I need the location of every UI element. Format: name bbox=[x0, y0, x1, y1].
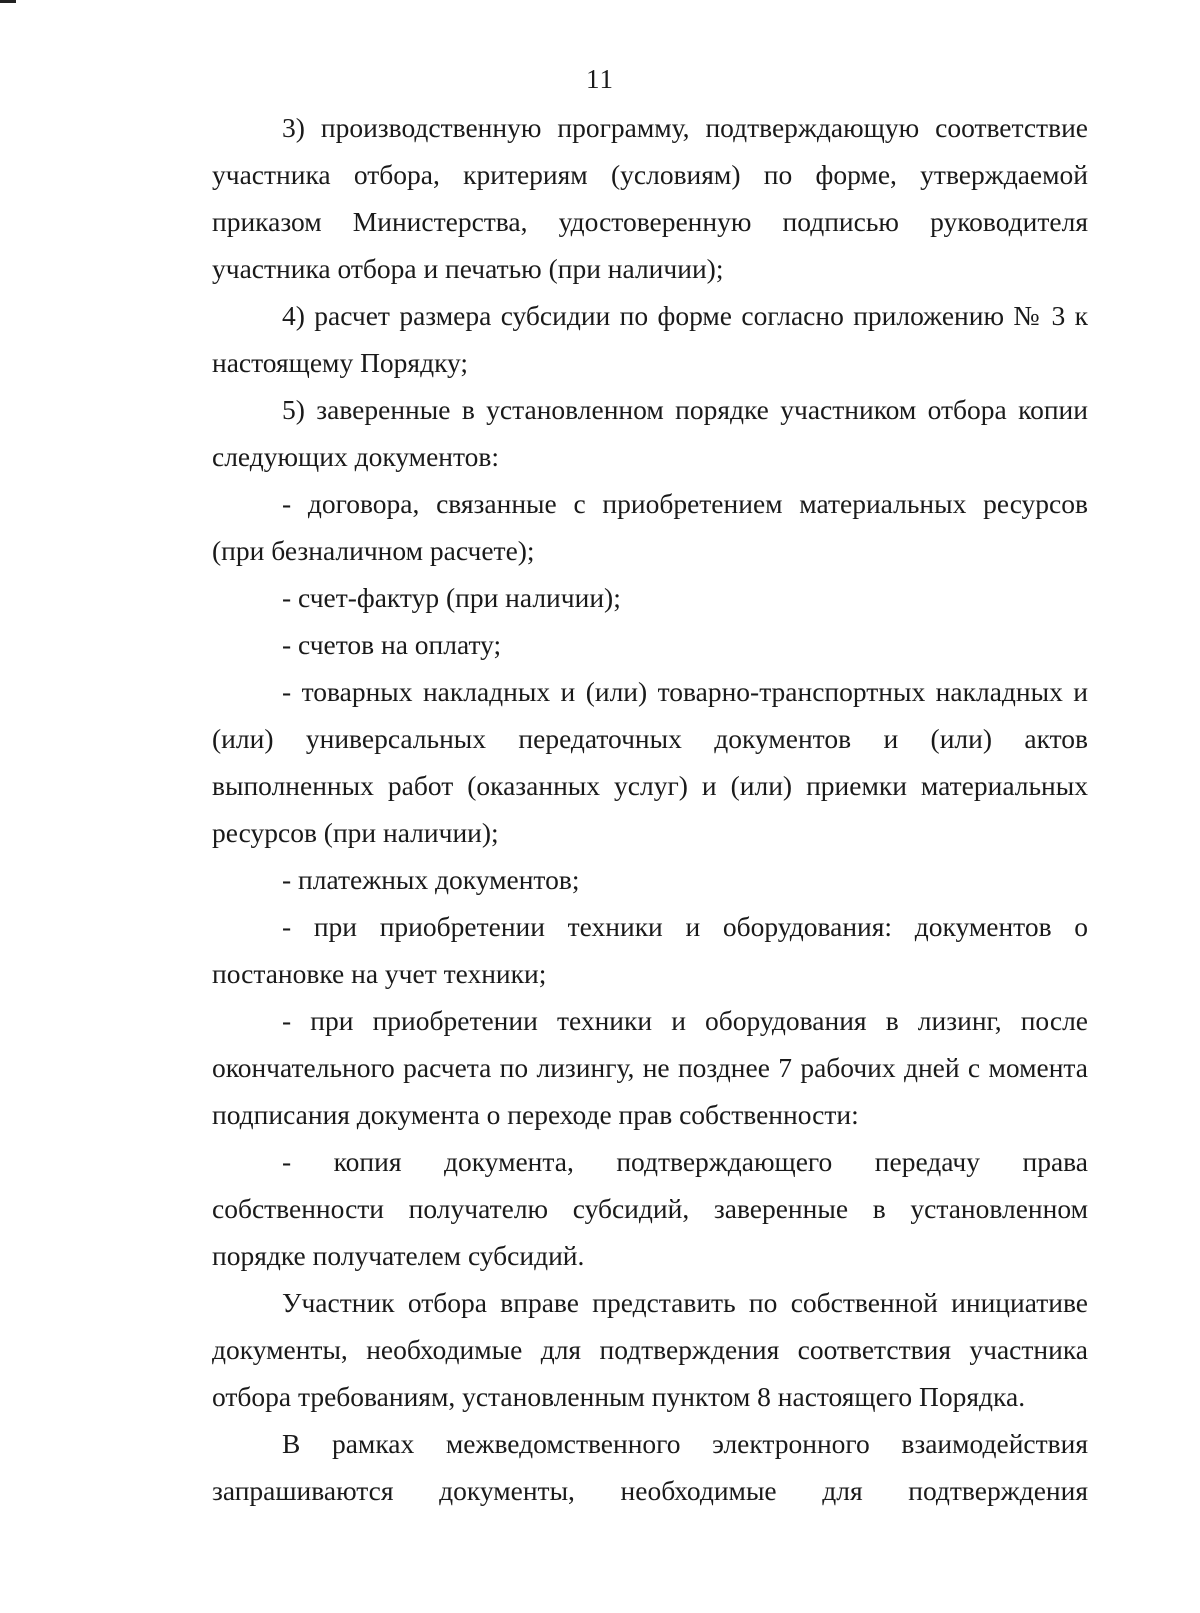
list-item-contracts: - договора, связанные с приобретением материальных ресурсов (при безналичном расчете); bbox=[212, 488, 1088, 566]
document-body bbox=[212, 104, 1088, 1514]
list-item-ownership-copy: - копия документа, подтверждающего передачу права собственности получателю субсидий, заверенные в установленном порядке получателем субсидий. bbox=[212, 1146, 1088, 1271]
list-item-waybills: - товарных накладных и (или) товарно-транспортных накладных и (или) универсальных передаточных документов и (или) актов выполненных работ (оказанных услуг) и (или) приемки материальных ресурсов (при наличии); bbox=[212, 676, 1088, 848]
paragraph-participant-right: Участник отбора вправе представить по собственной инициативе документы, необходимые для подтверждения соответствия участника отбора требованиям, установленным пунктом 8 настоящего Порядка. bbox=[212, 1287, 1088, 1412]
page-number: 11 bbox=[586, 64, 614, 94]
list-item-invoices: - счет-фактур (при наличии); bbox=[282, 582, 621, 613]
paragraph-item-5: 5) заверенные в установленном порядке участником отбора копии следующих документов: bbox=[212, 394, 1088, 472]
list-item-payment-bills: - счетов на оплату; bbox=[282, 629, 502, 660]
list-item-payment-documents: - платежных документов; bbox=[282, 864, 580, 895]
paragraph-interagency: В рамках межведомственного электронного взаимодействия запрашиваются документы, необходимые для подтверждения bbox=[212, 1428, 1088, 1506]
paragraph-item-3: 3) производственную программу, подтверждающую соответствие участника отбора, критериям (условиям) по форме, утверждаемой приказом Министерства, удостоверенную подписью руководителя участника отбора и печатью (при наличии); bbox=[212, 112, 1088, 284]
list-item-equipment-purchase: - при приобретении техники и оборудования: документов о постановке на учет техники; bbox=[212, 911, 1088, 989]
scan-corner-mark bbox=[0, 0, 16, 3]
list-item-equipment-leasing: - при приобретении техники и оборудования в лизинг, после окончательного расчета по лизингу, не позднее 7 рабочих дней с момента подписания документа о переходе прав собственности: bbox=[212, 1005, 1088, 1130]
paragraph-item-4: 4) расчет размера субсидии по форме согласно приложению № 3 к настоящему Порядку; bbox=[212, 300, 1088, 378]
